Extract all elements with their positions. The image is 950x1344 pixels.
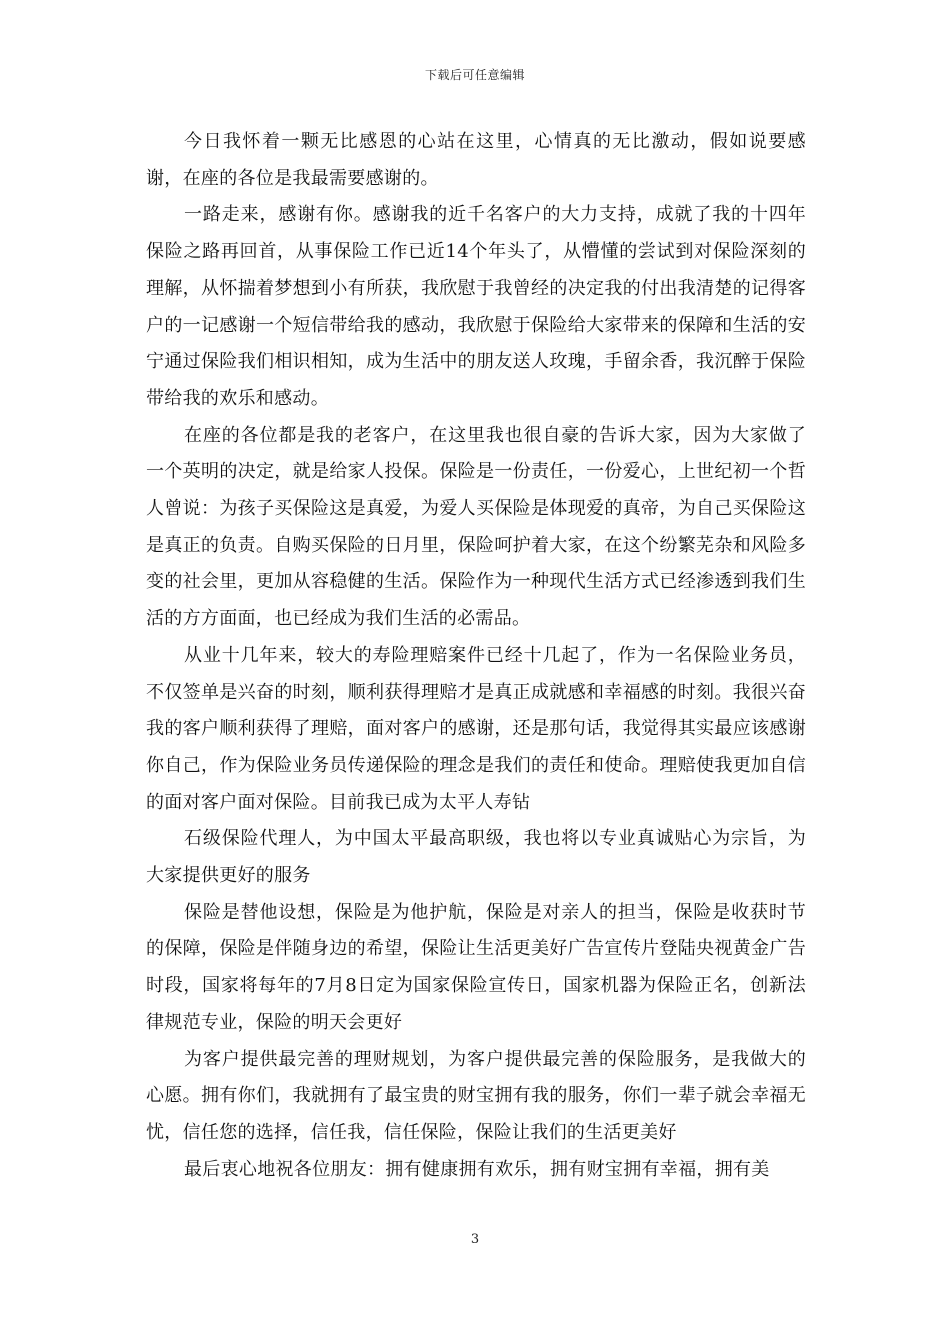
paragraph-1: 今日我怀着一颗无比感恩的心站在这里，心情真的无比激动，假如说要感谢，在座的各位是我最需要感谢的。 [146,131,806,189]
page-number: 3 [470,1232,480,1247]
paragraph-3: 在座的各位都是我的老客户，在这里我也很自豪的告诉大家，因为大家做了一个英明的决定，就是给家人投保。保险是一份责任，一份爱心，上世纪初一个哲人曾说：为孩子买保险这是真爱，为爱人买保险是体现爱的真帝，为自己买保险这是真正的负责。自购买保险的日月里，保险呵护着大家，在这个纷繁芜杂和风险多变的社会里，更加从容稳健的生活。保险作为一种现代生活方式已经渗透到我们生活的方方面面，也已经成为我们生活的必需品。 [146,424,806,630]
paragraph-2: 一路走来，感谢有你。感谢我的近千名客户的大力支持，成就了我的十四年保险之路再回首，从事保险工作已近14个年头了，从懵懂的尝试到对保险深刻的理解，从怀揣着梦想到小有所获，我欣慰于我曾经的决定我的付出我清楚的记得客户的一记感谢一个短信带给我的感动，我欣慰于保险给大家带来的保障和生活的安宁通过保险我们相识相知，成为生活中的朋友送人玫瑰，手留余香，我沉醉于保险带给我的欢乐和感动。 [146,204,806,409]
paragraph-6: 保险是替他设想，保险是为他护航，保险是对亲人的担当，保险是收获时节的保障，保险是伴随身边的希望，保险让生活更美好广告宣传片登陆央视黄金广告时段，国家将每年的7月8日定为国家保险宣传日，国家机器为保险正名，创新法律规范专业，保险的明天会更好 [146,901,806,1033]
paragraph-7: 为客户提供最完善的理财规划，为客户提供最完善的保险服务，是我做大的心愿。拥有你们，我就拥有了最宝贵的财宝拥有我的服务，你们一辈子就会幸福无忧，信任您的选择，信任我，信任保险，保险让我们的生活更美好 [146,1048,806,1143]
paragraph-8: 最后衷心地祝各位朋友：拥有健康拥有欢乐，拥有财宝拥有幸福，拥有美 [184,1158,770,1180]
paragraph-5: 石级保险代理人，为中国太平最高职级，我也将以专业真诚贴心为宗旨，为大家提供更好的服务 [146,828,806,887]
paragraph-4: 从业十几年来，较大的寿险理赔案件已经十几起了，作为一名保险业务员，不仅签单是兴奋的时刻，顺利获得理赔才是真正成就感和幸福感的时刻。我很兴奋我的客户顺利获得了理赔，面对客户的感谢，还是那句话，我觉得其实最应该感谢你自己，作为保险业务员传递保险的理念是我们的责任和使命。理赔使我更加自信的面对客户面对保险。目前我已成为太平人寿钻 [146,644,806,813]
page-header: 下载后可任意编辑 [424,68,525,82]
document-body [146,124,806,1188]
